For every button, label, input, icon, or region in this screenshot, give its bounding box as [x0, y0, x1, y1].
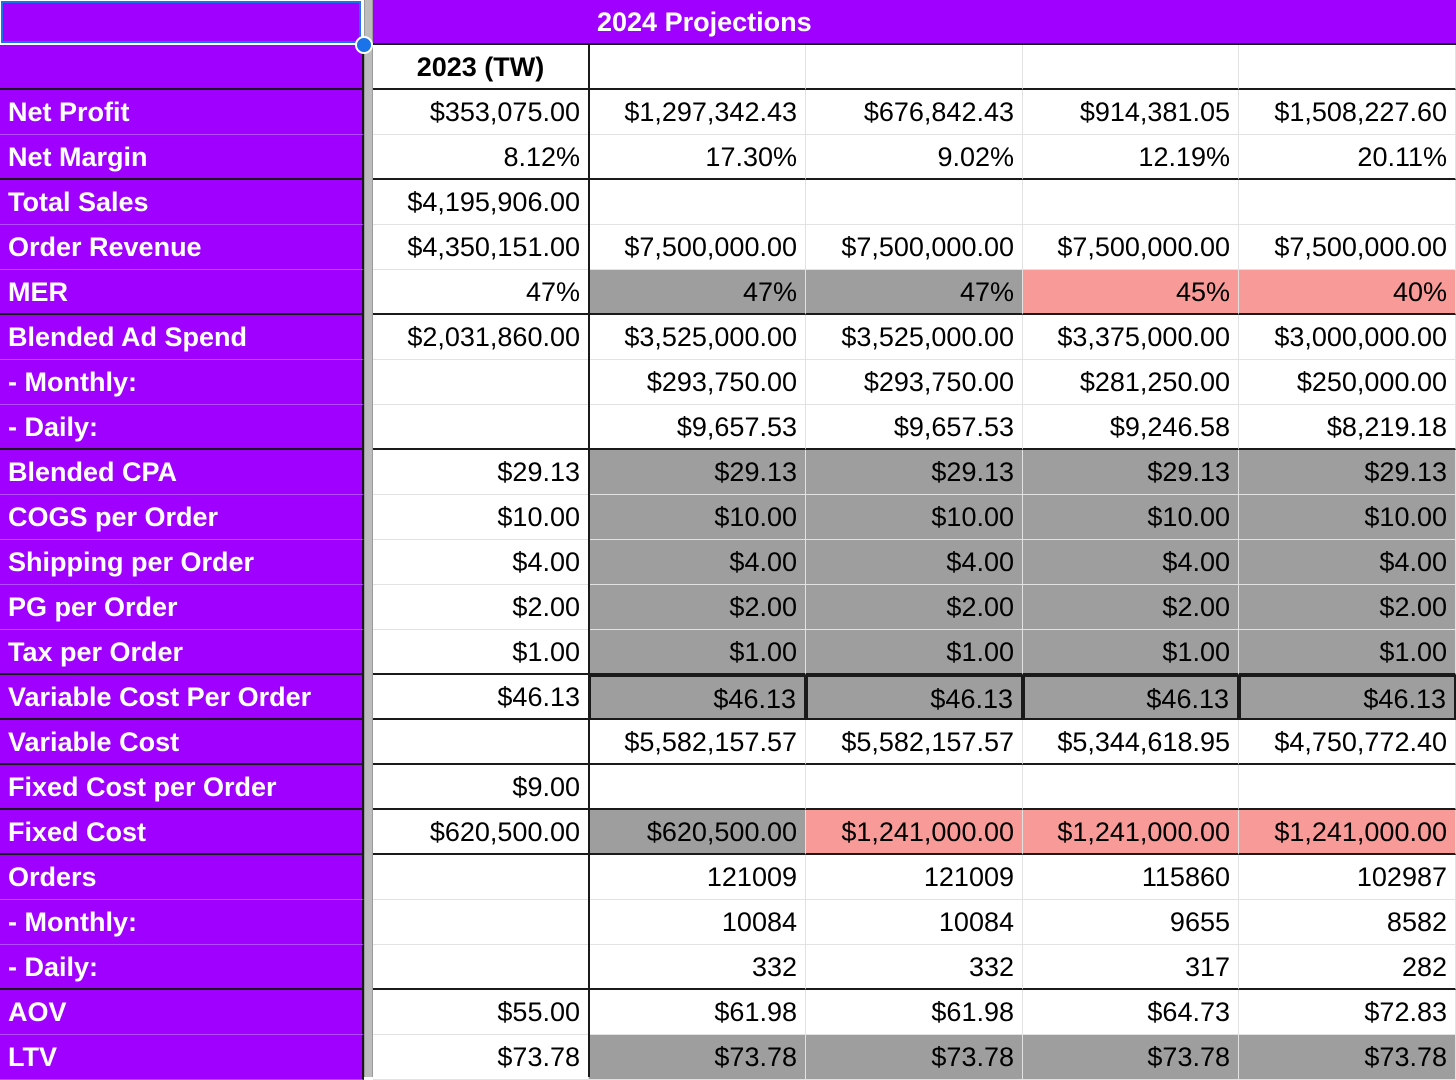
- row-label[interactable]: Total Sales: [0, 180, 364, 225]
- cell-projection-1[interactable]: $5,582,157.57: [589, 720, 806, 765]
- cell-projection-1[interactable]: 121009: [589, 855, 806, 900]
- cell-projection-1[interactable]: $1,297,342.43: [589, 90, 806, 135]
- cell-projection-4[interactable]: $29.13: [1239, 450, 1456, 495]
- cell-projection-3[interactable]: [1023, 765, 1239, 810]
- cell-projection-4[interactable]: $10.00: [1239, 495, 1456, 540]
- cell-projection-3[interactable]: $914,381.05: [1023, 90, 1239, 135]
- cell-projection-4[interactable]: 282: [1239, 945, 1456, 990]
- row-label[interactable]: Fixed Cost: [0, 810, 364, 855]
- cell-projection-4[interactable]: $4.00: [1239, 540, 1456, 585]
- cell-projection-4[interactable]: $8,219.18: [1239, 405, 1456, 450]
- cell-projection-2[interactable]: $7,500,000.00: [806, 225, 1023, 270]
- cell-projection-3[interactable]: 45%: [1023, 270, 1239, 315]
- cell-projection-2[interactable]: 9.02%: [806, 135, 1023, 180]
- cell-projection-2[interactable]: $4.00: [806, 540, 1023, 585]
- row-label[interactable]: Order Revenue: [0, 225, 364, 270]
- cell-projection-4[interactable]: 40%: [1239, 270, 1456, 315]
- cell-projection-4[interactable]: 8582: [1239, 900, 1456, 945]
- cell-projection-2[interactable]: $29.13: [806, 450, 1023, 495]
- cell-projection-4[interactable]: $1,241,000.00: [1239, 810, 1456, 855]
- cell-projection-3[interactable]: [1023, 180, 1239, 225]
- cell-projection-3[interactable]: 115860: [1023, 855, 1239, 900]
- header-col-proj-4[interactable]: [1239, 45, 1456, 90]
- cell-projection-4[interactable]: $1.00: [1239, 630, 1456, 675]
- cell-projection-4[interactable]: $4,750,772.40: [1239, 720, 1456, 765]
- cell-projection-1[interactable]: $61.98: [589, 990, 806, 1035]
- cell-projection-4[interactable]: 102987: [1239, 855, 1456, 900]
- cell-projection-1[interactable]: $3,525,000.00: [589, 315, 806, 360]
- frozen-column-divider[interactable]: [364, 0, 373, 1077]
- row-label[interactable]: PG per Order: [0, 585, 364, 630]
- cell-2023[interactable]: [373, 360, 589, 405]
- cell-projection-1[interactable]: $46.13: [589, 675, 806, 720]
- cell-projection-1[interactable]: $4.00: [589, 540, 806, 585]
- cell-2023[interactable]: $29.13: [373, 450, 589, 495]
- row-label[interactable]: Shipping per Order: [0, 540, 364, 585]
- cell-projection-1[interactable]: $293,750.00: [589, 360, 806, 405]
- cell-2023[interactable]: $4,195,906.00: [373, 180, 589, 225]
- cell-projection-3[interactable]: $64.73: [1023, 990, 1239, 1035]
- cell-projection-1[interactable]: $620,500.00: [589, 810, 806, 855]
- cell-projection-4[interactable]: $250,000.00: [1239, 360, 1456, 405]
- cell-projection-4[interactable]: $72.83: [1239, 990, 1456, 1035]
- cell-projection-2[interactable]: $293,750.00: [806, 360, 1023, 405]
- header-col-proj-1[interactable]: [589, 45, 806, 90]
- cell-projection-2[interactable]: $9,657.53: [806, 405, 1023, 450]
- cell-2023[interactable]: [373, 945, 589, 990]
- cell-2023[interactable]: 8.12%: [373, 135, 589, 180]
- cell-2023[interactable]: [373, 900, 589, 945]
- cell-projection-2[interactable]: 332: [806, 945, 1023, 990]
- cell-projection-4[interactable]: $46.13: [1239, 675, 1456, 720]
- cell-projection-1[interactable]: $29.13: [589, 450, 806, 495]
- cell-projection-1[interactable]: 332: [589, 945, 806, 990]
- cell-2023[interactable]: $1.00: [373, 630, 589, 675]
- cell-projection-2[interactable]: $2.00: [806, 585, 1023, 630]
- cell-projection-3[interactable]: $1.00: [1023, 630, 1239, 675]
- cell-projection-2[interactable]: $10.00: [806, 495, 1023, 540]
- row-label[interactable]: - Monthly:: [0, 900, 364, 945]
- cell-projection-2[interactable]: $1.00: [806, 630, 1023, 675]
- cell-projection-3[interactable]: $10.00: [1023, 495, 1239, 540]
- cell-projection-3[interactable]: $281,250.00: [1023, 360, 1239, 405]
- cell-2023[interactable]: $55.00: [373, 990, 589, 1035]
- row-label[interactable]: MER: [0, 270, 364, 315]
- cell-projection-1[interactable]: 17.30%: [589, 135, 806, 180]
- cell-projection-3[interactable]: 12.19%: [1023, 135, 1239, 180]
- row-label[interactable]: Variable Cost: [0, 720, 364, 765]
- cell-2023[interactable]: $73.78: [373, 1035, 589, 1080]
- cell-projection-3[interactable]: $1,241,000.00: [1023, 810, 1239, 855]
- selection-drag-handle[interactable]: [355, 36, 373, 54]
- row-label[interactable]: AOV: [0, 990, 364, 1035]
- cell-projection-2[interactable]: [806, 180, 1023, 225]
- cell-projection-4[interactable]: $7,500,000.00: [1239, 225, 1456, 270]
- cell-projection-3[interactable]: $3,375,000.00: [1023, 315, 1239, 360]
- cell-projection-3[interactable]: $7,500,000.00: [1023, 225, 1239, 270]
- cell-projection-3[interactable]: $73.78: [1023, 1035, 1239, 1080]
- cell-2023[interactable]: $2,031,860.00: [373, 315, 589, 360]
- cell-2023[interactable]: $353,075.00: [373, 90, 589, 135]
- cell-projection-3[interactable]: $5,344,618.95: [1023, 720, 1239, 765]
- cell-projection-1[interactable]: 10084: [589, 900, 806, 945]
- selected-cell-a1[interactable]: [1, 1, 361, 43]
- cell-projection-3[interactable]: $46.13: [1023, 675, 1239, 720]
- cell-2023[interactable]: $2.00: [373, 585, 589, 630]
- cell-projection-1[interactable]: $9,657.53: [589, 405, 806, 450]
- row-label[interactable]: Orders: [0, 855, 364, 900]
- cell-projection-3[interactable]: $2.00: [1023, 585, 1239, 630]
- header-col-proj-3[interactable]: [1023, 45, 1239, 90]
- column-border-2023: [588, 44, 590, 1077]
- cell-2023[interactable]: [373, 720, 589, 765]
- cell-projection-2[interactable]: $5,582,157.57: [806, 720, 1023, 765]
- cell-projection-1[interactable]: $73.78: [589, 1035, 806, 1080]
- cell-projection-4[interactable]: $2.00: [1239, 585, 1456, 630]
- cell-projection-2[interactable]: $676,842.43: [806, 90, 1023, 135]
- cell-projection-3[interactable]: 9655: [1023, 900, 1239, 945]
- cell-projection-2[interactable]: 121009: [806, 855, 1023, 900]
- cell-projection-1[interactable]: $7,500,000.00: [589, 225, 806, 270]
- header-projections-spacer[interactable]: [373, 0, 589, 45]
- header-projections-title[interactable]: 2024 Projections: [589, 0, 1456, 45]
- cell-projection-3[interactable]: $29.13: [1023, 450, 1239, 495]
- row-label[interactable]: COGS per Order: [0, 495, 364, 540]
- cell-projection-2[interactable]: 47%: [806, 270, 1023, 315]
- cell-projection-4[interactable]: $73.78: [1239, 1035, 1456, 1080]
- cell-2023[interactable]: [373, 405, 589, 450]
- cell-projection-2[interactable]: [806, 765, 1023, 810]
- row-label[interactable]: Blended Ad Spend: [0, 315, 364, 360]
- cell-projection-3[interactable]: 317: [1023, 945, 1239, 990]
- cell-projection-2[interactable]: $61.98: [806, 990, 1023, 1035]
- row-label[interactable]: Fixed Cost per Order: [0, 765, 364, 810]
- cell-2023[interactable]: $620,500.00: [373, 810, 589, 855]
- row-label[interactable]: - Monthly:: [0, 360, 364, 405]
- cell-projection-1[interactable]: [589, 765, 806, 810]
- cell-projection-1[interactable]: $10.00: [589, 495, 806, 540]
- row-label[interactable]: Net Profit: [0, 90, 364, 135]
- cell-projection-1[interactable]: $2.00: [589, 585, 806, 630]
- cell-2023[interactable]: [373, 855, 589, 900]
- cell-projection-4[interactable]: 20.11%: [1239, 135, 1456, 180]
- header-col-proj-2[interactable]: [806, 45, 1023, 90]
- row-label[interactable]: - Daily:: [0, 945, 364, 990]
- cell-projection-2[interactable]: $73.78: [806, 1035, 1023, 1080]
- cell-projection-2[interactable]: 10084: [806, 900, 1023, 945]
- cell-projection-1[interactable]: 47%: [589, 270, 806, 315]
- cell-2023[interactable]: $9.00: [373, 765, 589, 810]
- cell-projection-4[interactable]: [1239, 180, 1456, 225]
- row-label[interactable]: Blended CPA: [0, 450, 364, 495]
- cell-projection-2[interactable]: $46.13: [806, 675, 1023, 720]
- cell-projection-4[interactable]: [1239, 765, 1456, 810]
- row-label[interactable]: - Daily:: [0, 405, 364, 450]
- cell-projection-1[interactable]: [589, 180, 806, 225]
- cell-2023[interactable]: 47%: [373, 270, 589, 315]
- header-col-2023[interactable]: 2023 (TW): [373, 45, 589, 90]
- cell-projection-4[interactable]: $3,000,000.00: [1239, 315, 1456, 360]
- cell-projection-2[interactable]: $1,241,000.00: [806, 810, 1023, 855]
- cell-2023[interactable]: $4,350,151.00: [373, 225, 589, 270]
- cell-2023[interactable]: $4.00: [373, 540, 589, 585]
- cell-projection-1[interactable]: $1.00: [589, 630, 806, 675]
- cell-projection-3[interactable]: $4.00: [1023, 540, 1239, 585]
- cell-2023[interactable]: $46.13: [373, 675, 589, 720]
- cell-projection-3[interactable]: $9,246.58: [1023, 405, 1239, 450]
- row-label[interactable]: Tax per Order: [0, 630, 364, 675]
- row-label[interactable]: Net Margin: [0, 135, 364, 180]
- cell-projection-4[interactable]: $1,508,227.60: [1239, 90, 1456, 135]
- row-label[interactable]: LTV: [0, 1035, 364, 1080]
- cell-projection-2[interactable]: $3,525,000.00: [806, 315, 1023, 360]
- label-header-blank[interactable]: [0, 45, 364, 90]
- cell-2023[interactable]: $10.00: [373, 495, 589, 540]
- row-label[interactable]: Variable Cost Per Order: [0, 675, 364, 720]
